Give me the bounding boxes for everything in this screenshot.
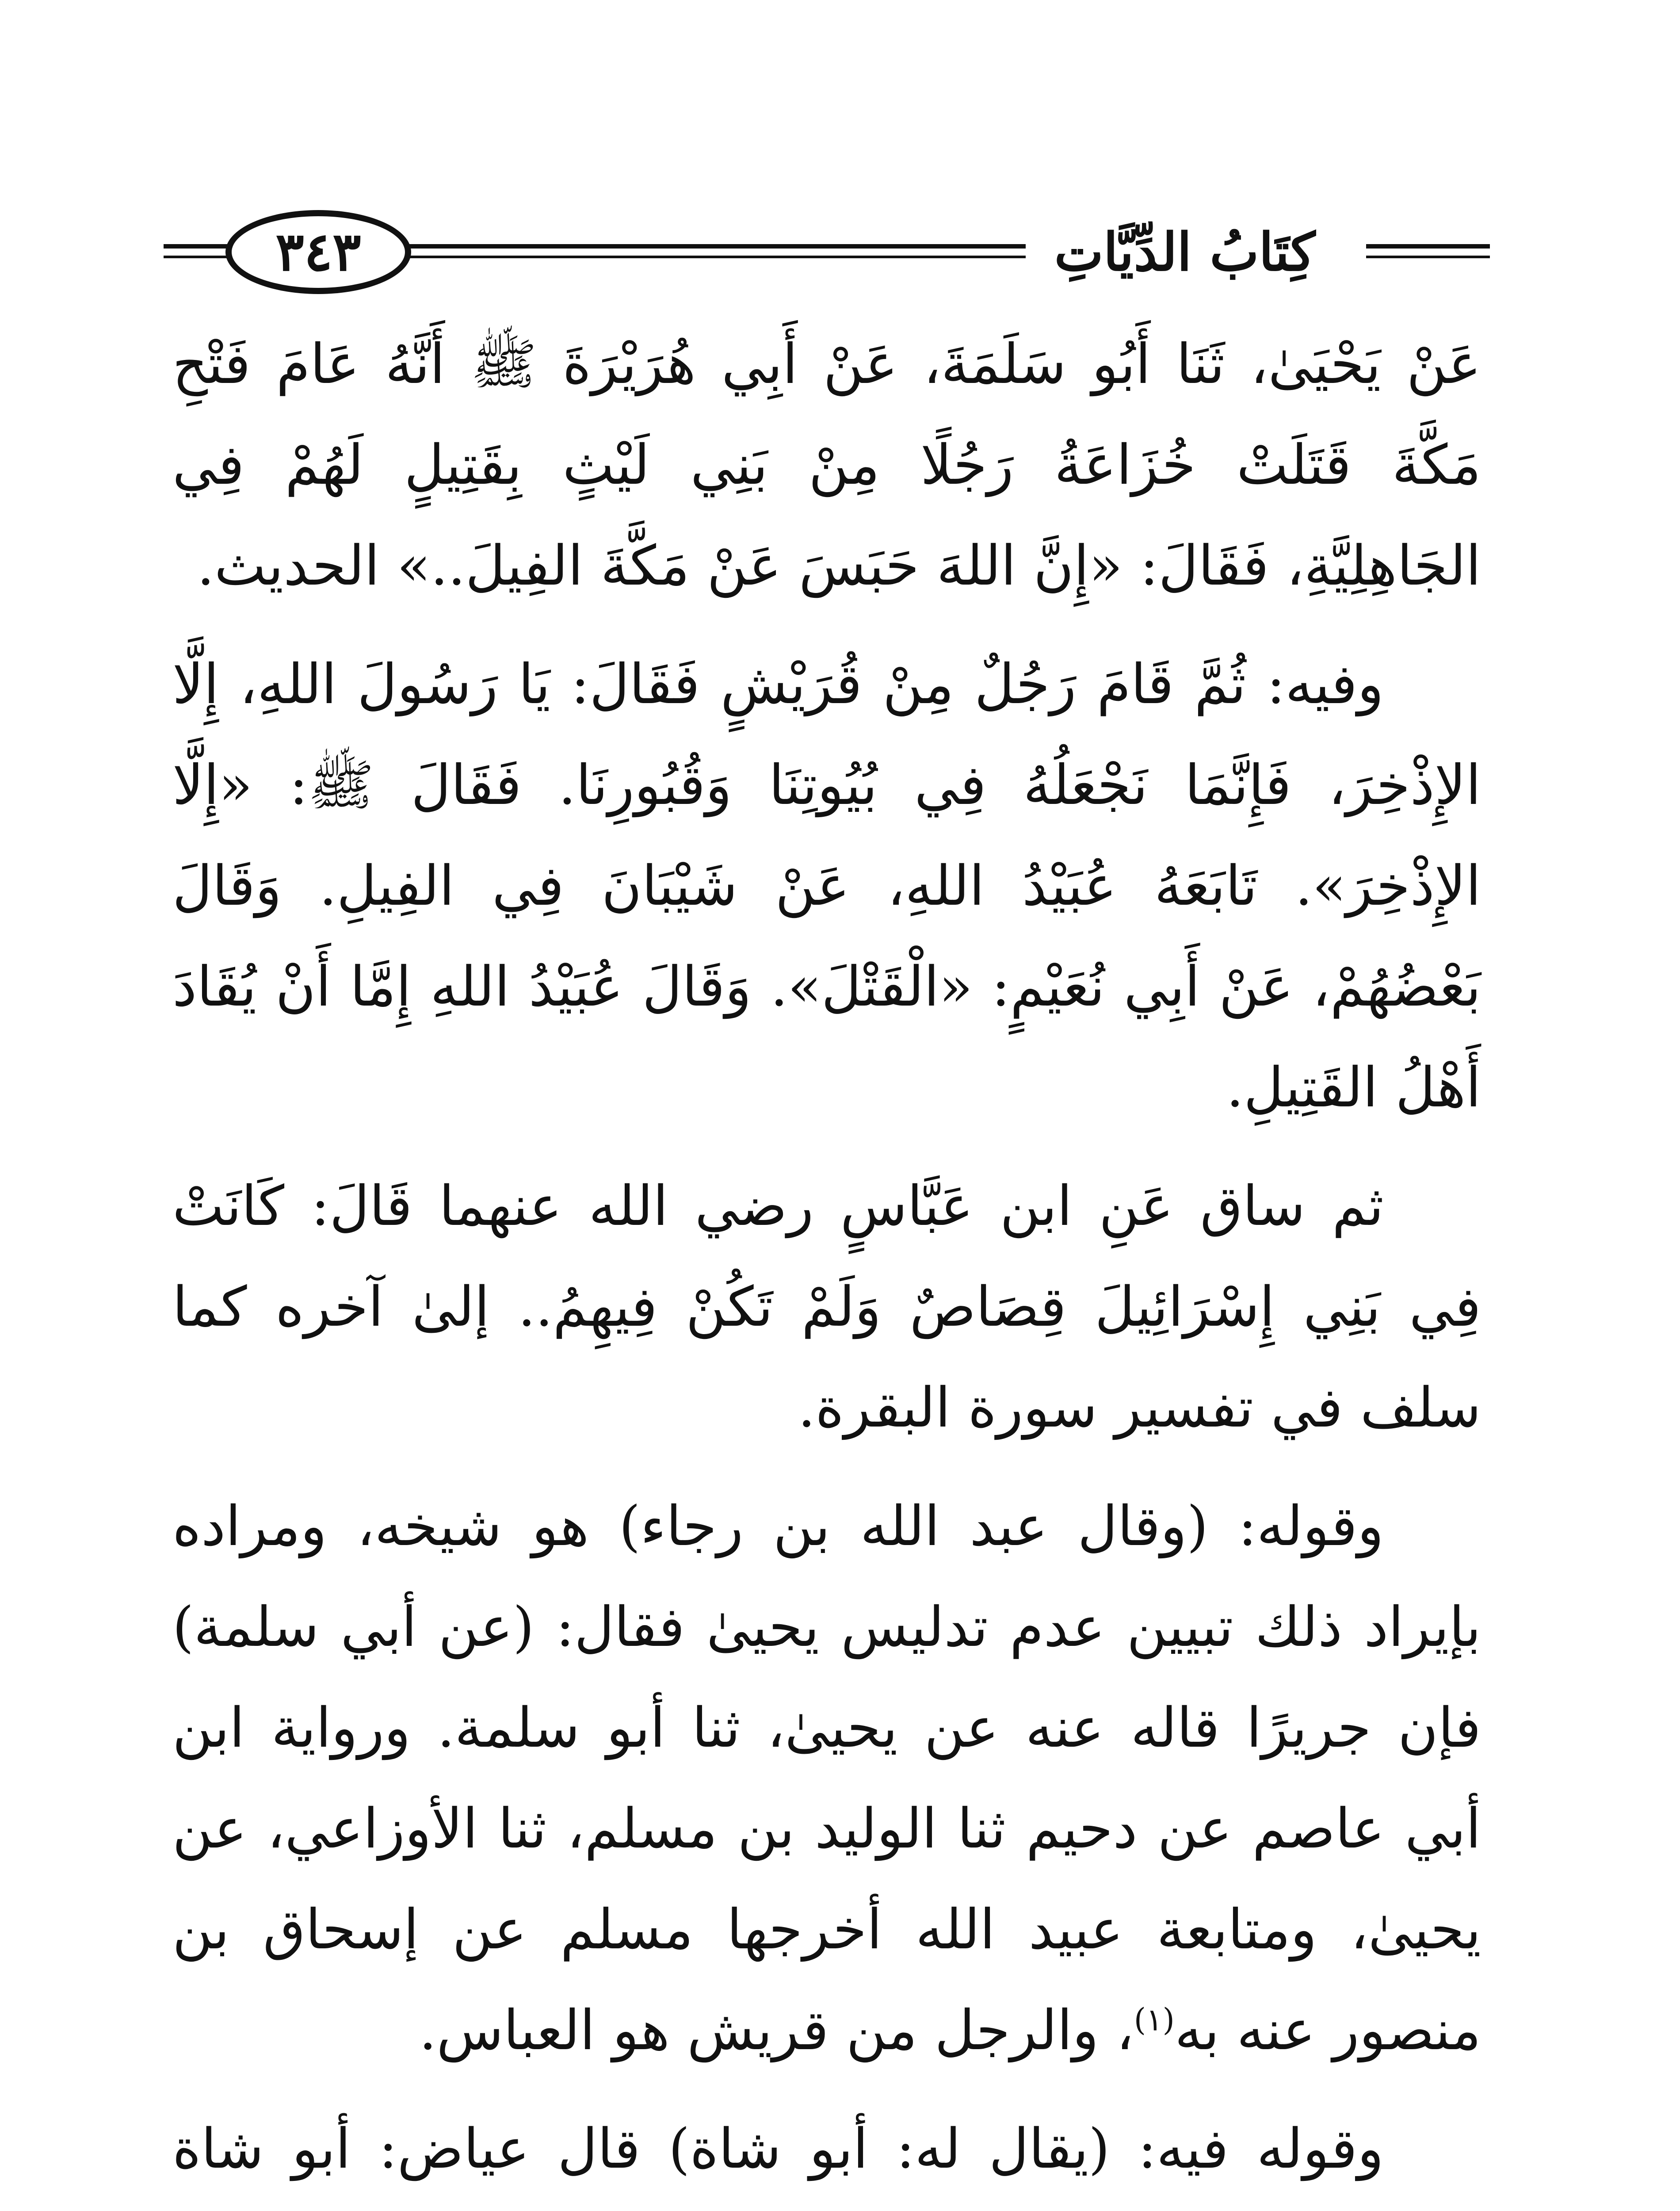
main-text — [172, 314, 1481, 2211]
paragraph-hadith: عَنْ يَحْيَىٰ، ثَنَا أَبُو سَلَمَةَ، عَنْ أَبِي هُرَيْرَةَ ﷺ أَنَّهُ عَامَ فَتْحِ مَكَّةَ قَتَلَتْ خُزَاعَةُ رَجُلًا مِنْ بَنِي لَيْثٍ بِقَتِيلٍ لَهُمْ فِي الجَاهِلِيَّةِ، فَقَالَ: «إِنَّ اللهَ حَبَسَ عَنْ مَكَّةَ الفِيلَ..» الحديث. — [172, 333, 1481, 598]
page-number: ٣٤٣ — [275, 221, 361, 283]
paragraph-ibn-abbas: ثم ساق عَنِ ابن عَبَّاسٍ رضي الله عنهما قَالَ: كَانَتْ فِي بَنِي إِسْرَائِيلَ قِصَاصٌ وَلَمْ تَكُنْ فِيهِمُ.. إلىٰ آخره كما سلف في تفسير سورة البقرة. — [172, 1174, 1481, 1440]
header-rule-right-bottom — [1366, 256, 1490, 258]
running-title: كِتَابُ الدِّيَّاتِ — [1026, 208, 1344, 296]
paragraph-abu-shah: وقوله فيه: (يقال له: أبو شاة) قال عياض: أبو شاة — [172, 2117, 1384, 2181]
paragraph-abdullah-bin-raja-text: وقوله: (وقال عبد الله بن رجاء) هو شيخه، ومراده بإيراد ذلك تبيين عدم تدليس يحيىٰ فقال: (عن أبي سلمة) فإن جريرًا قاله عنه عن يحيىٰ، ثنا أبو سلمة. ورواية ابن أبي عاصم عن دحيم ثنا الوليد بن مسلم، ثنا الأوزاعي، عن يحيىٰ، ومتابعة عبيد الله أخرجها مسلم عن إسحاق بن منصور عنه به — [172, 1495, 1481, 2062]
footnote-marker: (١) — [1134, 2001, 1175, 2038]
paragraph-fihi: وفيه: ثُمَّ قَامَ رَجُلٌ مِنْ قُرَيْشٍ فَقَالَ: يَا رَسُولَ اللهِ، إِلَّا الإِذْخِرَ، فَإِنَّمَا نَجْعَلُهُ فِي بُيُوتِنَا وَقُبُورِنَا. فَقَالَ ﷺ: «إِلَّا الإِذْخِرَ». تَابَعَهُ عُبَيْدُ اللهِ، عَنْ شَيْبَانَ فِي الفِيلِ. وَقَالَ بَعْضُهُمْ، عَنْ أَبِي نُعَيْمٍ: «الْقَتْلَ». وَقَالَ عُبَيْدُ اللهِ إِمَّا أَنْ يُقَادَ أَهْلُ القَتِيلِ. — [172, 653, 1481, 1120]
header-rule-right-top — [1366, 244, 1490, 249]
page-number-badge — [225, 210, 411, 294]
page-header — [164, 195, 1490, 310]
paragraph-abdullah-bin-raja — [172, 1476, 1481, 2081]
paragraph-abdullah-bin-raja-tail: ، والرجل من قريش هو العباس. — [419, 1999, 1134, 2062]
